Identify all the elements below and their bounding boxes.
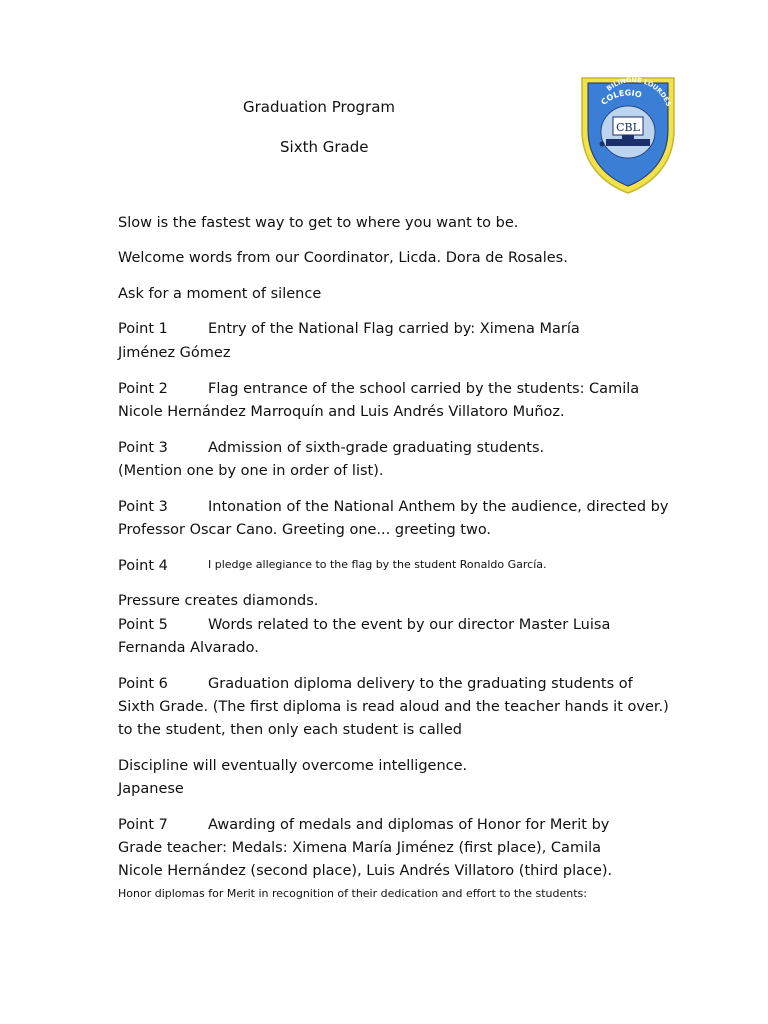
quote-pressure: Pressure creates diamonds.: [118, 593, 319, 609]
point-4-text: I pledge allegiance to the flag by the student Ronaldo García.: [208, 558, 547, 571]
point-5-cont: Fernanda Alvarado.: [118, 640, 259, 656]
school-crest-logo: [576, 72, 680, 196]
point-3b-label: Point 3: [118, 499, 168, 515]
point-1-cont: Jiménez Gómez: [118, 345, 231, 361]
welcome-line: Welcome words from our Coordinator, Licda. Dora de Rosales.: [118, 250, 568, 266]
silence-line: Ask for a moment of silence: [118, 286, 322, 302]
point-2-label: Point 2: [118, 381, 168, 397]
point-1-text: Entry of the National Flag carried by: Ximena María: [208, 321, 580, 337]
point-4-label: Point 4: [118, 558, 168, 574]
point-3a-cont: (Mention one by one in order of list).: [118, 463, 384, 479]
point-3b-cont: Professor Oscar Cano. Greeting one... greeting two.: [118, 522, 492, 538]
crest-text-school-name: BILINGUE LOURDES: [605, 75, 673, 108]
point-2-cont: Nicole Hernández Marroquín and Luis Andrés Villatoro Muñoz.: [118, 404, 565, 420]
program-title: Graduation Program: [243, 98, 395, 116]
point-1-label: Point 1: [118, 321, 168, 337]
point-7-cont-2: Nicole Hernández (second place), Luis Andrés Villatoro (third place).: [118, 863, 613, 879]
crest-initials: CBL: [616, 121, 640, 134]
point-7-cont-3: Honor diplomas for Merit in recognition of their dedication and effort to the students:: [118, 887, 587, 900]
point-3a-text: Admission of sixth-grade graduating students.: [208, 440, 545, 456]
quote-discipline: Discipline will eventually overcome intelligence.: [118, 758, 468, 774]
point-5-text: Words related to the event by our director Master Luisa: [208, 617, 611, 633]
point-6-cont-1: Sixth Grade. (The first diploma is read aloud and the teacher hands it over.): [118, 699, 669, 715]
point-2-text: Flag entrance of the school carried by the students: Camila: [208, 381, 640, 397]
program-subtitle: Sixth Grade: [280, 138, 369, 156]
point-3a-label: Point 3: [118, 440, 168, 456]
quote-discipline-source: Japanese: [118, 781, 184, 797]
computer-mouse-icon: [600, 142, 605, 147]
point-3b-text: Intonation of the National Anthem by the audience, directed by: [208, 499, 669, 515]
point-6-cont-2: to the student, then only each student is called: [118, 722, 462, 738]
point-5-label: Point 5: [118, 617, 168, 633]
crest-text-colegio: COLEGIO: [599, 88, 643, 107]
point-7-label: Point 7: [118, 817, 168, 833]
point-7-text: Awarding of medals and diplomas of Honor for Merit by: [208, 817, 610, 833]
point-6-text: Graduation diploma delivery to the graduating students of: [208, 676, 633, 692]
computer-keyboard-icon: [606, 139, 650, 146]
point-7-cont-1: Grade teacher: Medals: Ximena María Jiménez (first place), Camila: [118, 840, 602, 856]
point-6-label: Point 6: [118, 676, 168, 692]
quote-slow: Slow is the fastest way to get to where you want to be.: [118, 215, 519, 231]
